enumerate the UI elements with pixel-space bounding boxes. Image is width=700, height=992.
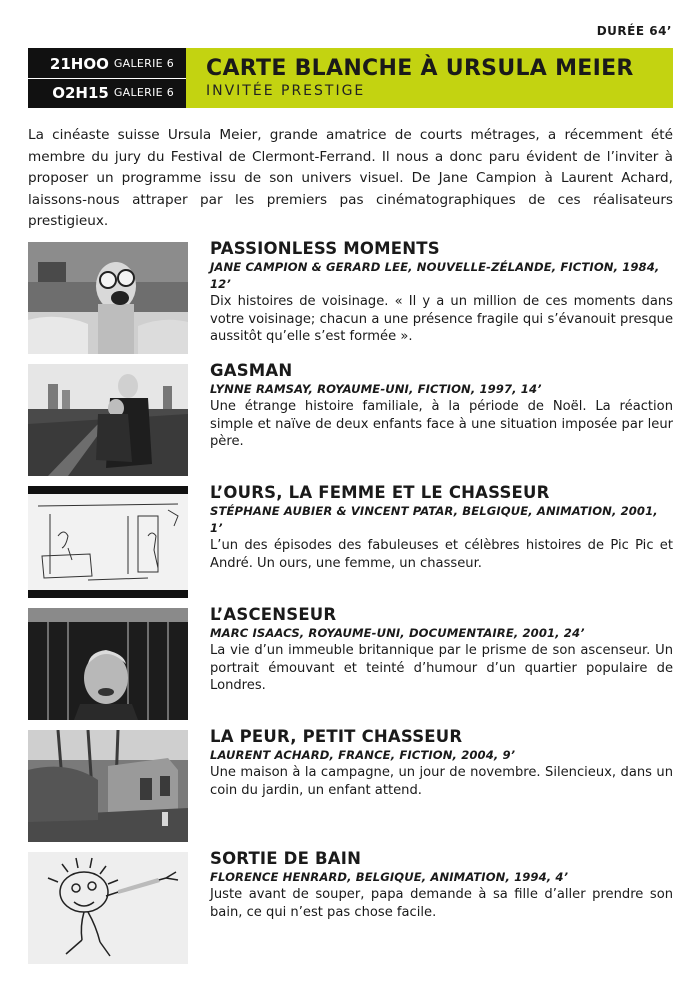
film-still-image xyxy=(28,608,188,720)
film-info xyxy=(210,239,673,346)
film-description: Juste avant de souper, papa demande à sa fille d’aller prendre son bain, ce qui n’est pas chose facile. xyxy=(210,887,673,920)
film-info xyxy=(210,849,673,921)
film-still-image xyxy=(28,852,188,964)
film-credits: LAURENT ACHARD, FRANCE, FICTION, 2004, 9’ xyxy=(210,748,516,762)
film-title: GASMAN xyxy=(210,361,293,380)
film-still-image xyxy=(28,364,188,476)
film-info xyxy=(210,605,673,695)
film-title: SORTIE DE BAIN xyxy=(210,849,362,868)
film-info xyxy=(210,483,673,572)
screening-time: 21HOO xyxy=(49,54,109,73)
film-entry xyxy=(28,605,673,720)
film-credits: MARC ISAACS, ROYAUME-UNI, DOCUMENTAIRE, 2001, 24’ xyxy=(210,626,585,640)
film-credits: JANE CAMPION & GERARD LEE, NOUVELLE-ZÉLANDE, FICTION, 1984, 12’ xyxy=(210,260,660,291)
screening-times xyxy=(28,48,186,108)
title-box xyxy=(186,48,673,108)
screening-room: GALERIE 6 xyxy=(113,57,174,70)
screening-room: GALERIE 6 xyxy=(113,86,174,99)
screening-row xyxy=(28,50,186,79)
film-description: Une étrange histoire familiale, à la période de Noël. La réaction simple et naïve de deux enfants face à une situation imposée par leur père. xyxy=(210,399,673,449)
film-description: La vie d’un immeuble britannique par le prisme de son ascenseur. Un portrait émouvant et teinté d’humour d’un quartier populaire de Londres. xyxy=(210,643,673,693)
film-still-image xyxy=(28,242,188,354)
film-entry xyxy=(28,849,673,964)
film-entry xyxy=(28,727,673,842)
duration-label: DURÉE 64’ xyxy=(596,24,672,38)
screening-row xyxy=(28,79,186,107)
screening-time: O2H15 xyxy=(52,83,109,102)
film-info xyxy=(210,727,673,799)
film-title: L’OURS, LA FEMME ET LE CHASSEUR xyxy=(210,483,550,502)
film-description: Dix histoires de voisinage. « Il y a un million de ces moments dans votre voisinage; chacun a une présence fragile qui s’évanouit presque aussitôt qu’elle s’est formée ». xyxy=(210,294,673,344)
film-still-image xyxy=(28,730,188,842)
program-subtitle: INVITÉE PRESTIGE xyxy=(206,83,366,99)
film-info xyxy=(210,361,673,451)
program-header xyxy=(28,48,673,108)
film-title: L’ASCENSEUR xyxy=(210,605,337,624)
film-still-image xyxy=(28,486,188,598)
film-description: L’un des épisodes des fabuleuses et célèbres histoires de Pic Pic et André. Un ours, une femme, un chasseur. xyxy=(210,538,673,571)
film-title: LA PEUR, PETIT CHASSEUR xyxy=(210,727,463,746)
film-title: PASSIONLESS MOMENTS xyxy=(210,239,440,258)
film-credits: FLORENCE HENRARD, BELGIQUE, ANIMATION, 1994, 4’ xyxy=(210,870,569,884)
film-entry xyxy=(28,361,673,476)
film-credits: LYNNE RAMSAY, ROYAUME-UNI, FICTION, 1997, 14’ xyxy=(210,382,542,396)
film-description: Une maison à la campagne, un jour de novembre. Silencieux, dans un coin du jardin, un enfant attend. xyxy=(210,765,673,798)
intro-paragraph: La cinéaste suisse Ursula Meier, grande amatrice de courts métrages, a récemment été membre du jury du Festival de Clermont-Ferrand. Il nous a donc paru évident de l’inviter à proposer un programme issu de son univers visuel. De Jane Campion à Laurent Achard, laissons-nous attraper par les premiers pas cinématographiques de ces réalisateurs prestigieux. xyxy=(28,127,673,229)
program-title: CARTE BLANCHE À URSULA MEIER xyxy=(206,56,634,81)
film-entry xyxy=(28,239,673,354)
film-credits: STÉPHANE AUBIER & VINCENT PATAR, BELGIQUE, ANIMATION, 2001, 1’ xyxy=(210,504,658,535)
film-entry xyxy=(28,483,673,598)
